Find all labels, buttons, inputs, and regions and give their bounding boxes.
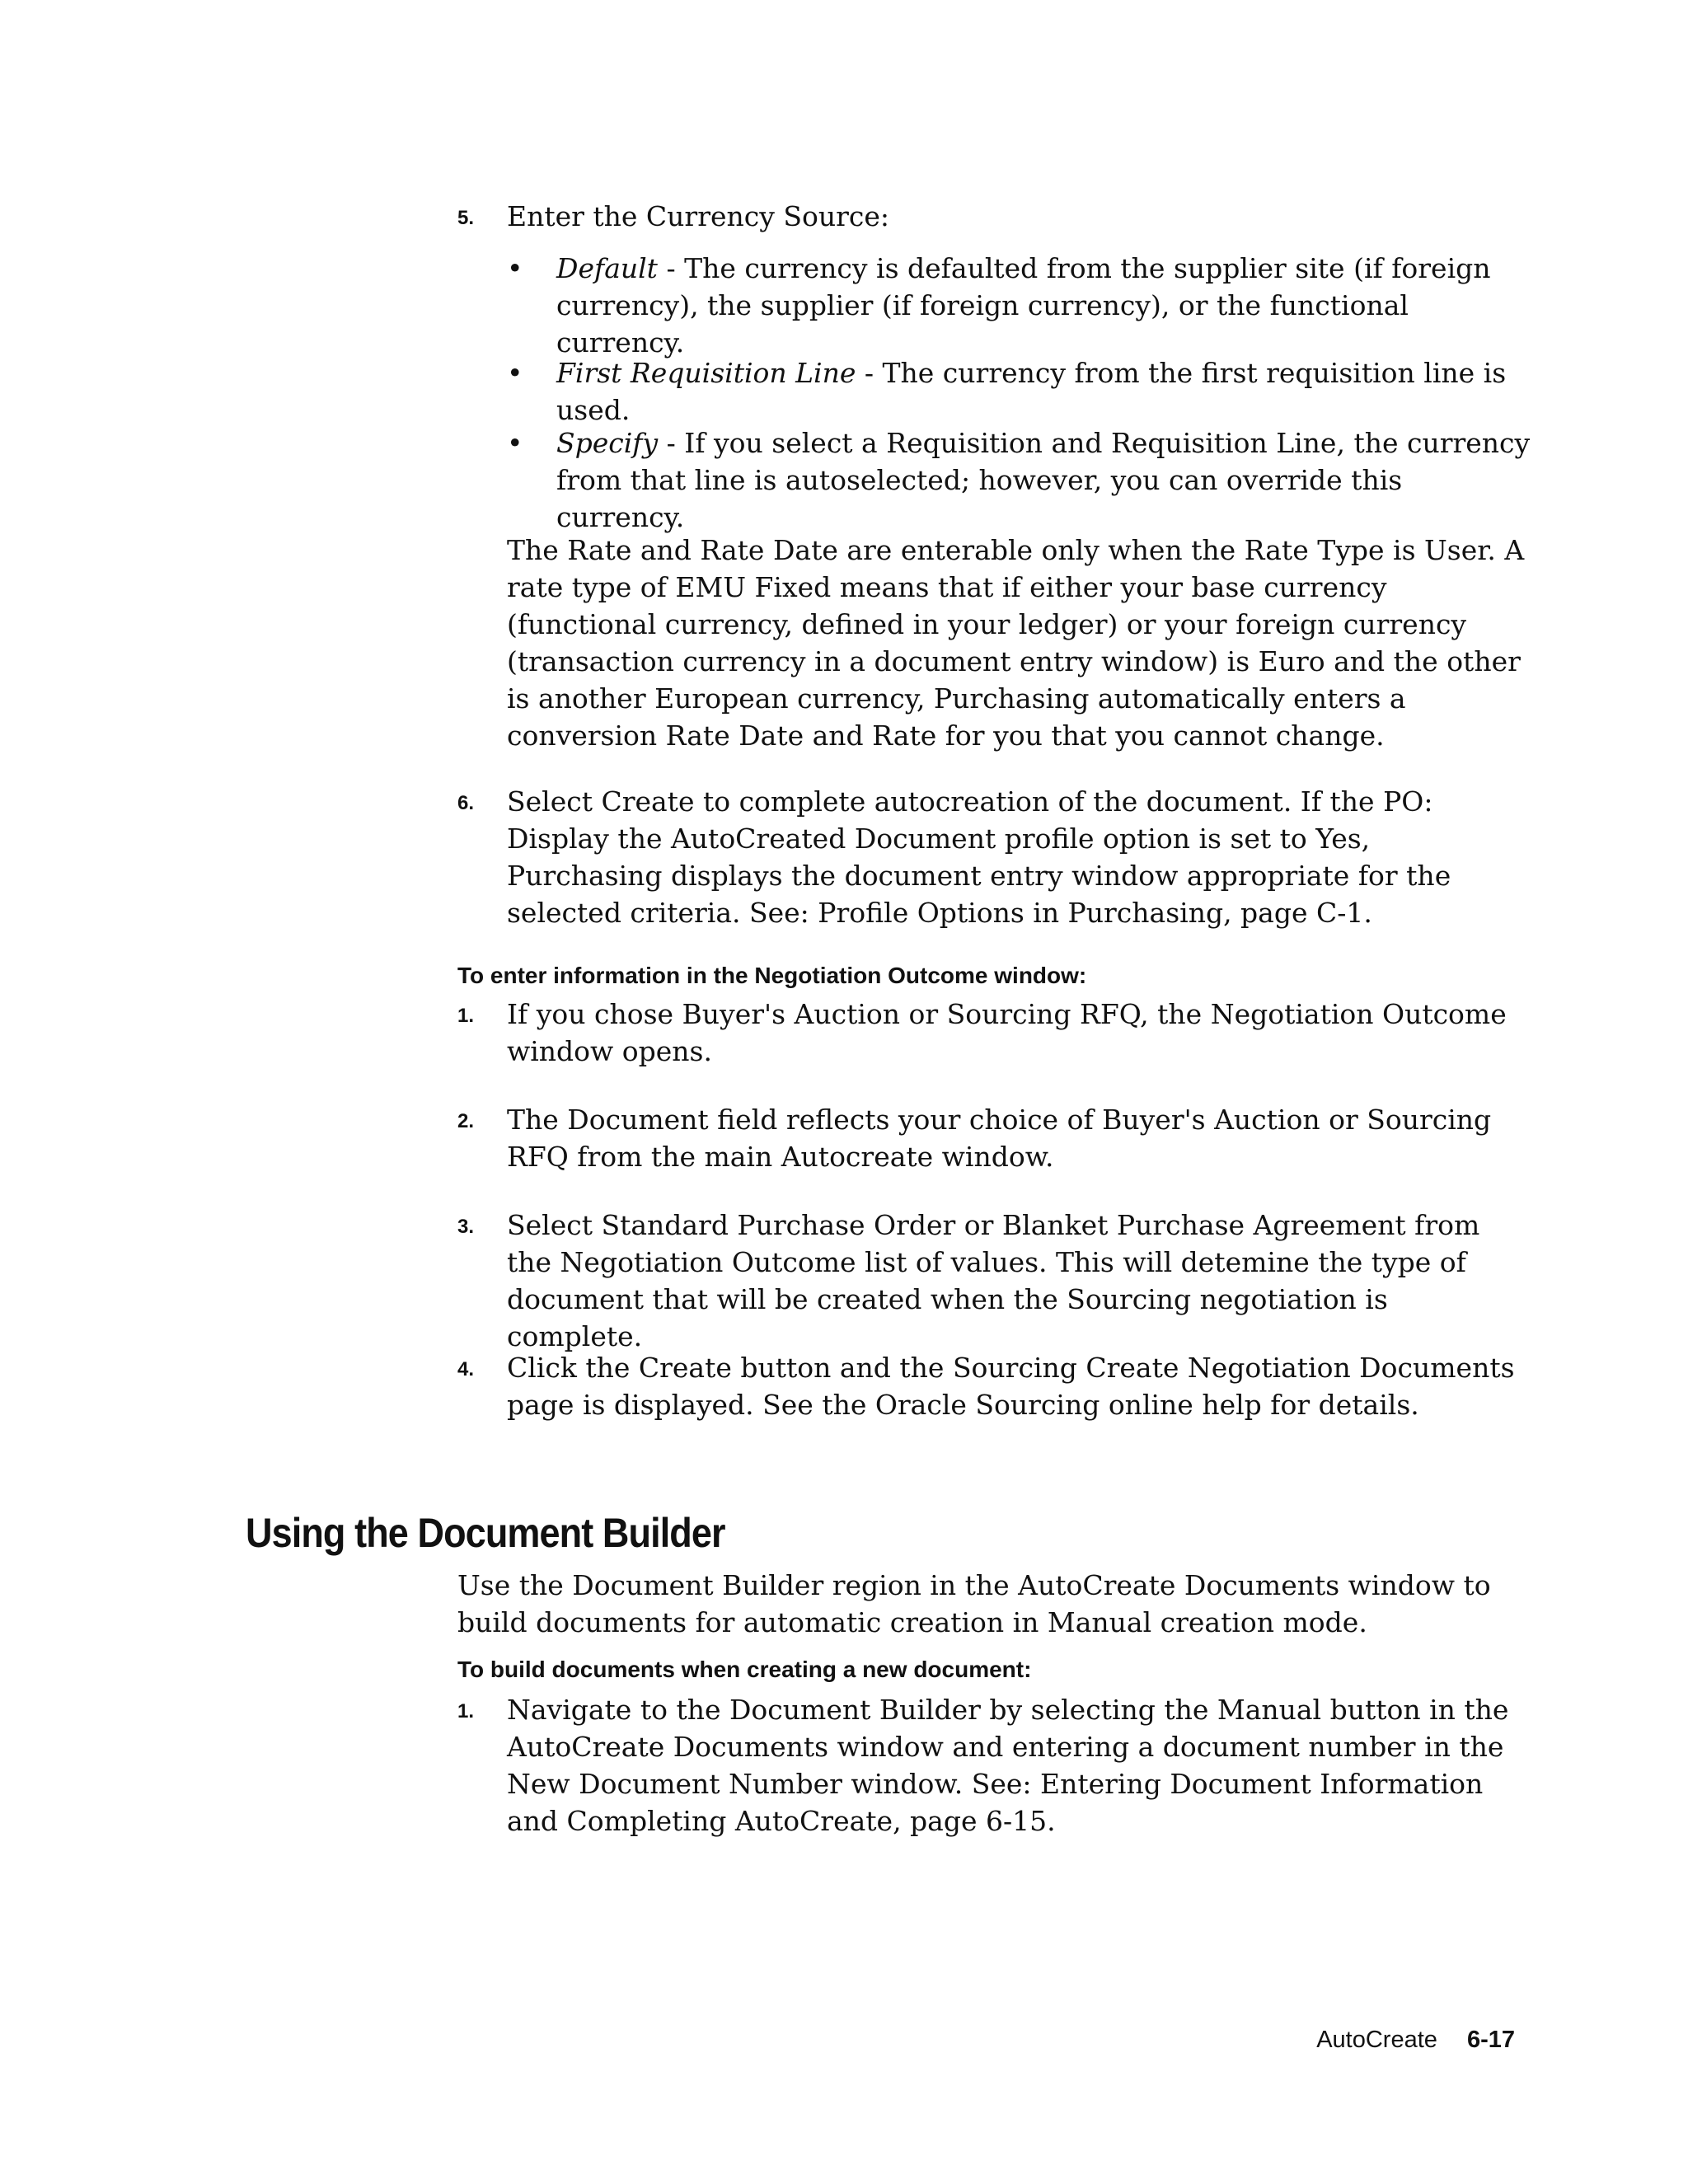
section-subheading: To build documents when creating a new document: (457, 1657, 1032, 1682)
bullet-text: - The currency from the first requisition line is used. (556, 357, 1507, 426)
negotiation-heading: To enter information in the Negotiation Outcome window: (457, 963, 1087, 988)
step-number: 2. (457, 1110, 475, 1132)
bullet-text: - If you select a Requisition and Requisition Line, the currency from that line is autoselected; however, you can override this currency. (556, 427, 1531, 533)
negotiation-step-1 (457, 996, 1529, 1070)
step-text: Select Create to complete autocreation of the document. If the PO: Display the AutoCreated Document profile option is set to Yes, Purchasing displays the document entry window appropriate for the selected criteria. See: Profile Options in Purchasing, page C-1. (507, 785, 1451, 929)
step-number: 1. (457, 1700, 475, 1722)
bullet-term: Specify (556, 427, 659, 459)
bullet-term: Default (556, 252, 658, 284)
bullet-specify (507, 424, 1537, 536)
step-text: Select Standard Purchase Order or Blanket Purchase Agreement from the Negotiation Outcome list of values. This will detemine the type of document that will be created when the Sourcing negotiation is complete. (507, 1209, 1480, 1352)
step-text: Enter the Currency Source: (507, 200, 890, 232)
step-number: 4. (457, 1358, 475, 1380)
step-text: Navigate to the Document Builder by selecting the Manual button in the AutoCreate Documents window and entering a document number in the New Document Number window. See: Entering Document Information and Completing AutoCreate, page 6-15. (507, 1694, 1509, 1837)
step-5 (457, 198, 1529, 235)
bullet-icon: • (507, 357, 523, 389)
section-intro: Use the Document Builder region in the AutoCreate Documents window to build documents for automatic creation in Manual creation mode. (457, 1569, 1491, 1638)
rate-paragraph: The Rate and Rate Date are enterable only when the Rate Type is User. A rate type of EMU Fixed means that if either your base currency (functional currency, defined in your ledger) or your foreign currency (transaction currency in a document entry window) is Euro and the other is another European currency, Purchasing automatically enters a conversion Rate Date and Rate for you that you cannot change. (507, 534, 1525, 752)
page-footer (1316, 2023, 1515, 2056)
step-text: If you chose Buyer's Auction or Sourcing RFQ, the Negotiation Outcome window opens. (507, 998, 1507, 1067)
bullet-icon: • (507, 252, 523, 284)
step-number: 6. (457, 792, 475, 814)
negotiation-step-3 (457, 1207, 1529, 1355)
bullet-term: First Requisition Line (556, 357, 856, 389)
step-text: The Document field reflects your choice of Buyer's Auction or Sourcing RFQ from the main Autocreate window. (507, 1104, 1492, 1173)
section-title: Using the Document Builder (246, 1510, 725, 1556)
negotiation-step-2 (457, 1101, 1529, 1175)
step-number: 3. (457, 1216, 475, 1238)
bullet-default (507, 250, 1537, 361)
footer-chapter: AutoCreate (1316, 2027, 1437, 2053)
bullet-first-requisition-line (507, 354, 1537, 429)
step-number: 5. (457, 207, 475, 229)
step-6 (457, 783, 1529, 931)
bullet-text: - The currency is defaulted from the supplier site (if foreign currency), the supplier (if foreign currency), or the functional currency. (556, 252, 1491, 359)
negotiation-step-4 (457, 1349, 1529, 1423)
step-number: 1. (457, 1005, 475, 1027)
step-text: Click the Create button and the Sourcing Create Negotiation Documents page is displayed. See the Oracle Sourcing online help for details. (507, 1352, 1515, 1421)
footer-page-number: 6-17 (1466, 2027, 1515, 2053)
bullet-icon: • (507, 427, 523, 459)
builder-step-1 (457, 1691, 1529, 1840)
